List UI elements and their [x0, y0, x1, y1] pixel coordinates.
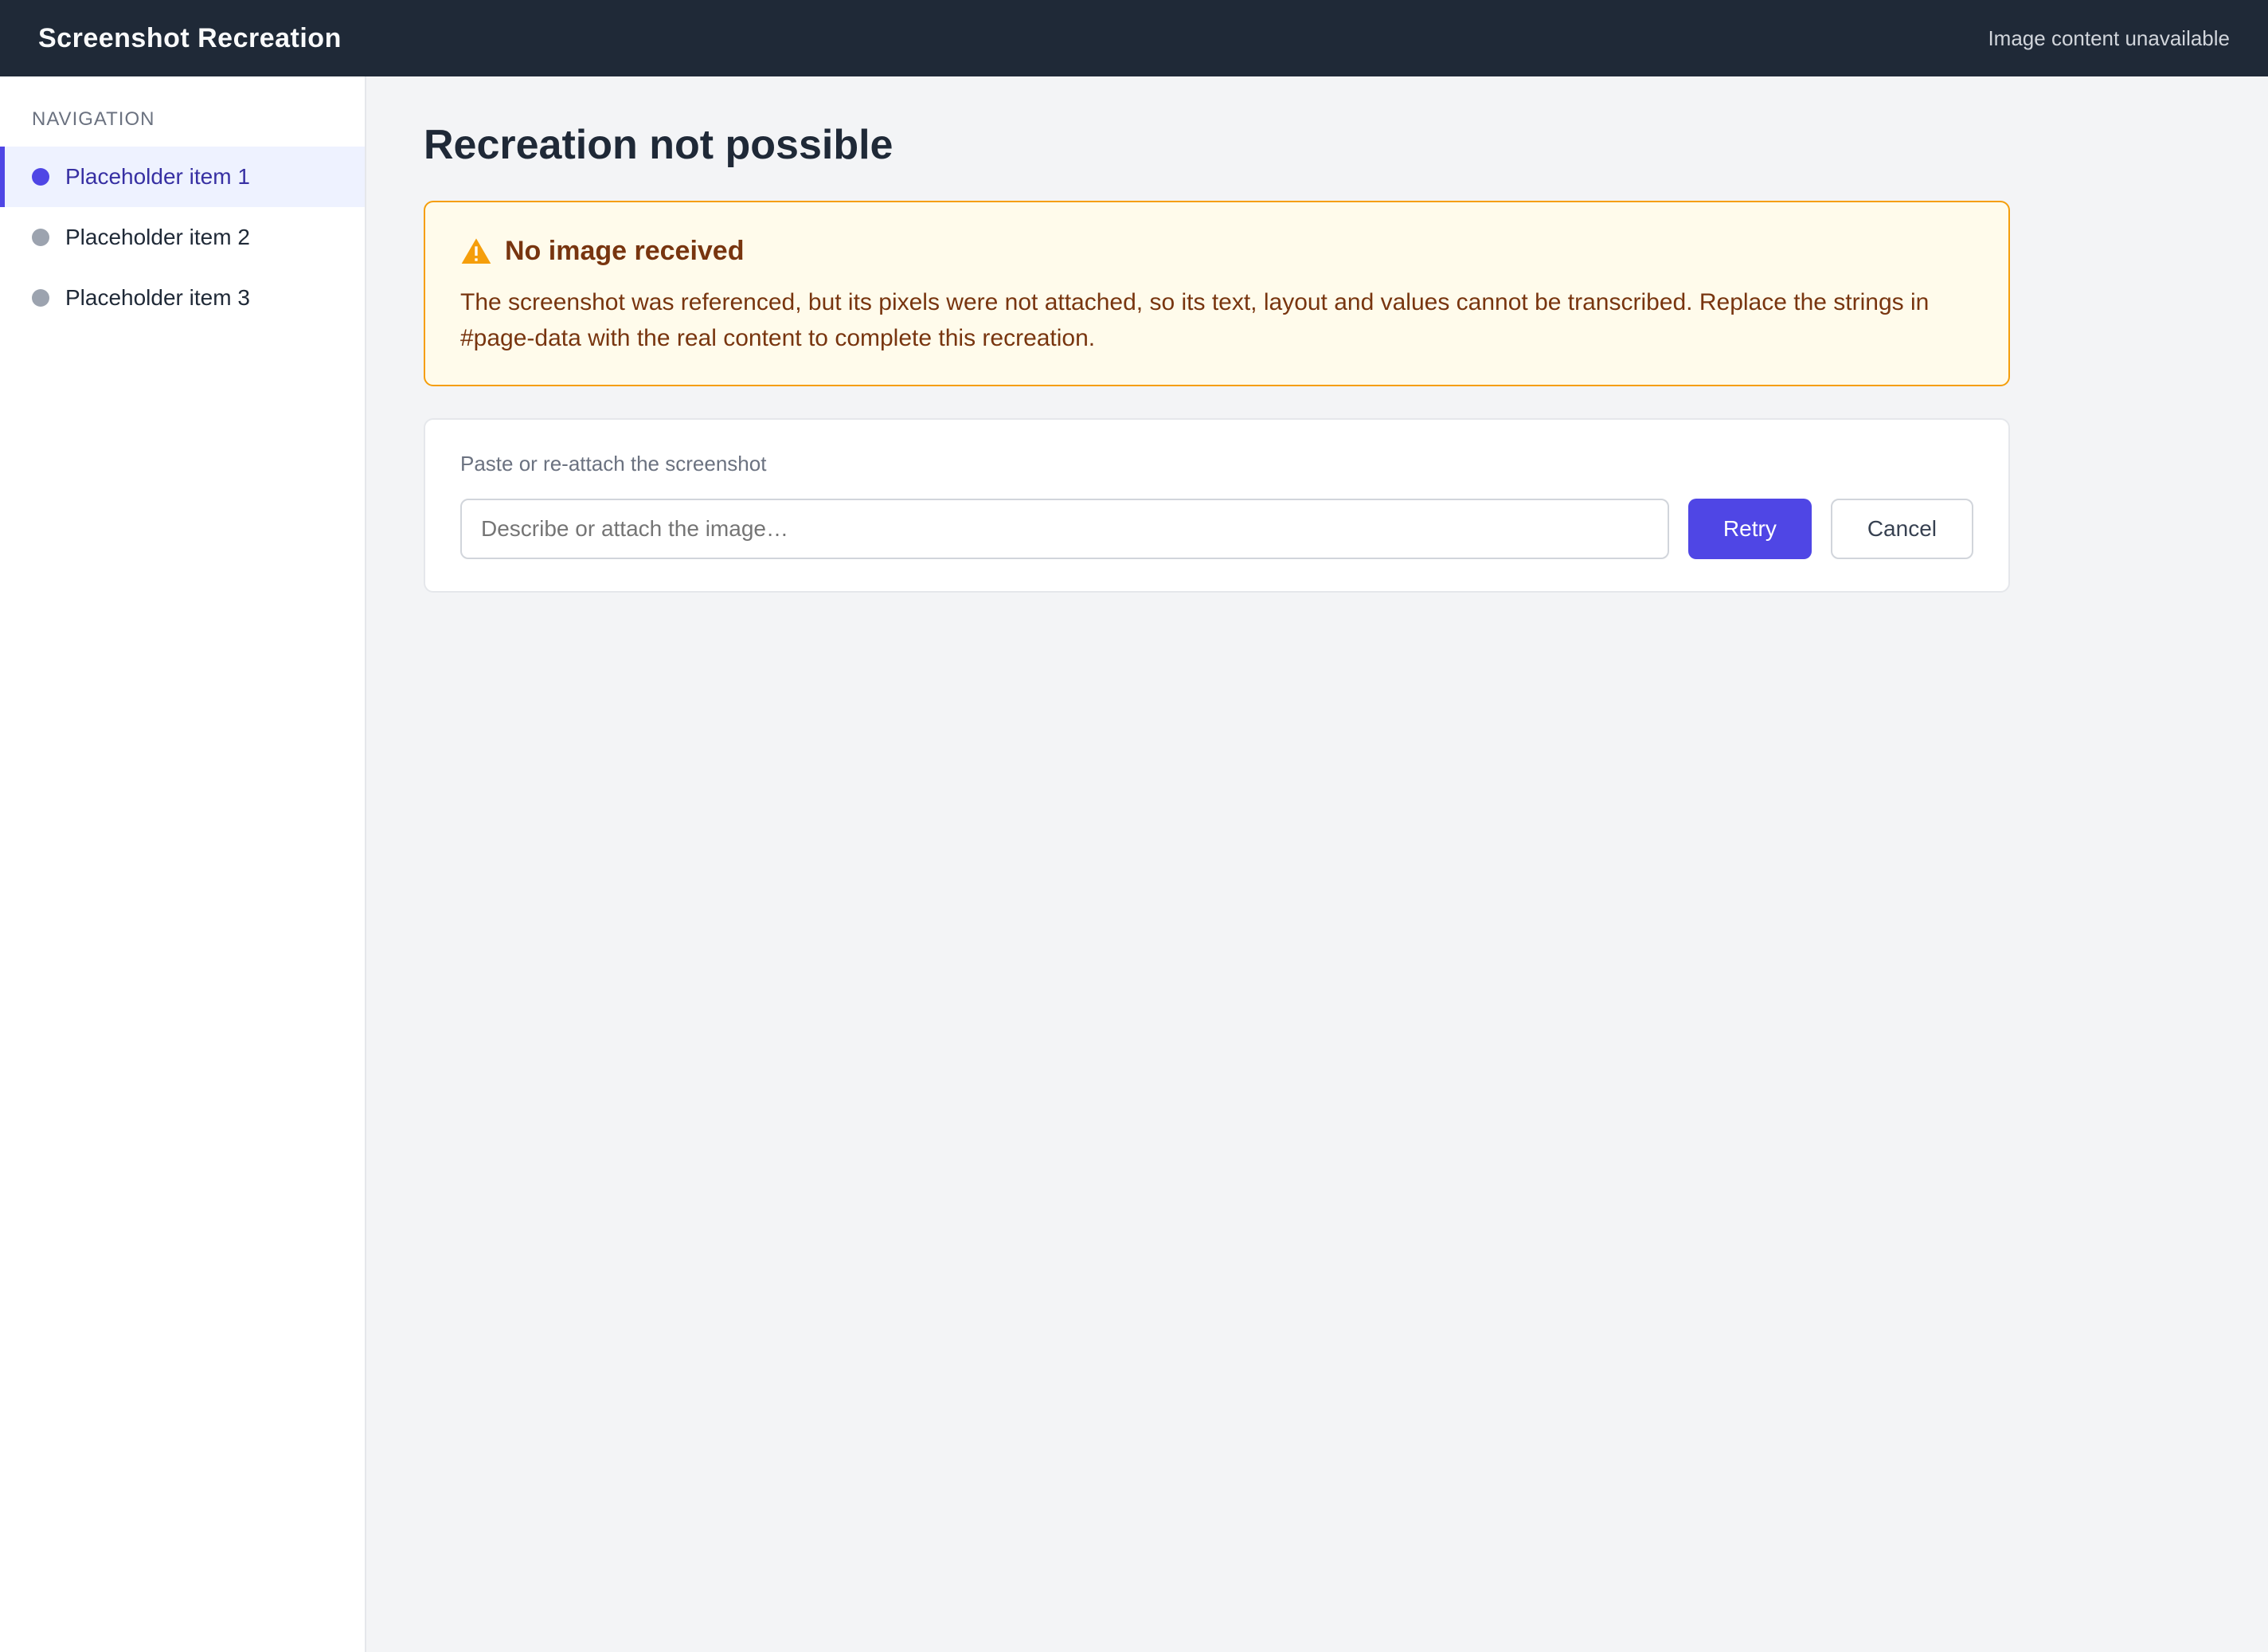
- cancel-button[interactable]: Cancel: [1831, 499, 1973, 559]
- page-title: Recreation not possible: [424, 122, 894, 168]
- sidebar-section-title: NAVIGATION: [32, 108, 155, 130]
- notice-body: The screenshot was referenced, but its pixels were not attached, so its text, layout and values cannot be transcribed. Replace the strings in #page-data with the real content to complete this recreation.: [460, 289, 1930, 351]
- dot-icon: [32, 229, 49, 246]
- notice-heading: [460, 231, 1973, 272]
- sidebar-item-2[interactable]: [0, 207, 365, 268]
- dot-icon: [32, 289, 49, 307]
- retry-button[interactable]: Retry: [1688, 499, 1812, 559]
- status-text: Image content unavailable: [1988, 25, 2230, 50]
- retry-panel-row: [460, 499, 1973, 559]
- notice-box: [424, 201, 2010, 386]
- dot-icon: [32, 168, 49, 186]
- top-bar: [0, 0, 2268, 76]
- sidebar-item-3[interactable]: [0, 268, 365, 328]
- main-content: [366, 76, 2268, 1652]
- app-title: Screenshot Recreation: [38, 22, 342, 53]
- warning-icon: [460, 236, 492, 268]
- retry-panel: [424, 418, 2010, 593]
- sidebar-item-label: Placeholder item 1: [65, 164, 250, 189]
- image-input[interactable]: [460, 499, 1669, 559]
- sidebar-item-1[interactable]: [0, 147, 365, 207]
- app-body: [0, 76, 2268, 1652]
- sidebar-item-label: Placeholder item 3: [65, 285, 250, 310]
- sidebar-item-label: Placeholder item 2: [65, 225, 250, 249]
- notice-heading-text: No image received: [505, 236, 745, 266]
- retry-panel-label: Paste or re-attach the screenshot: [460, 452, 767, 476]
- sidebar: [0, 76, 366, 1652]
